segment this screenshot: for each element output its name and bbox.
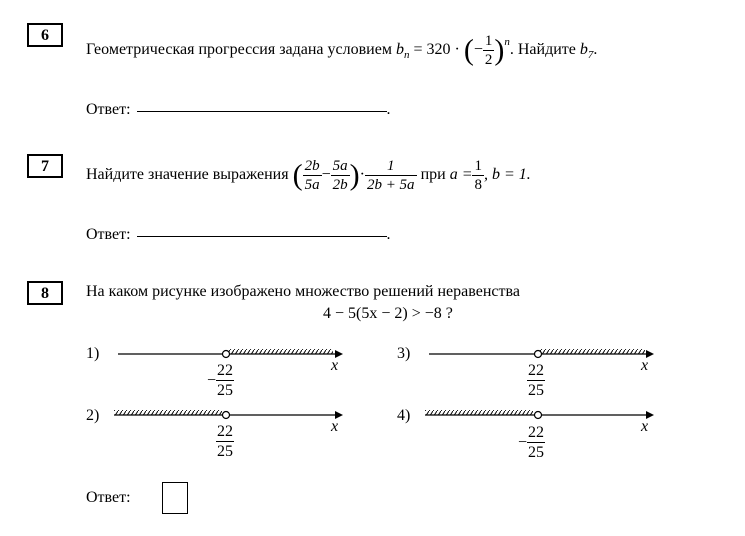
task-8-number: 8	[27, 281, 63, 305]
option-4-axis-label: x	[641, 418, 649, 435]
task-8-answer-label: Ответ:	[86, 489, 131, 506]
task-6-lhs: b	[395, 41, 404, 59]
option-4-point-label	[518, 424, 545, 461]
right-paren: )	[349, 158, 360, 192]
option-3-num: 22	[528, 362, 544, 379]
task-6-sign: −	[473, 41, 483, 59]
option-1-sign: −	[207, 372, 217, 389]
task-7-a-frac	[472, 158, 484, 193]
task-6-answer-dot: .	[386, 101, 391, 118]
task-6-fraction	[483, 33, 495, 68]
option-3-axis-label: x	[641, 357, 649, 374]
task-7-number: 7	[27, 154, 63, 178]
task-7-answer-label: Ответ:	[86, 226, 131, 243]
option-4-num: 22	[528, 424, 545, 441]
option-4-label[interactable]: 4)	[397, 407, 411, 424]
task-7-statement	[86, 158, 531, 193]
option-2-axis-label: x	[331, 418, 339, 435]
option-1-den: 25	[217, 382, 234, 399]
left-paren: (	[463, 33, 474, 67]
task-7-answer	[86, 226, 391, 244]
task-7-frac3-num: 1	[365, 158, 417, 176]
task-6-target-sub: 7	[587, 49, 594, 62]
option-4-sign: −	[518, 434, 528, 451]
task-6-text: Геометрическая прогрессия задана условием	[86, 41, 392, 59]
task-7-minus: −	[321, 166, 331, 184]
task-7-text: Найдите значение выражения	[86, 166, 289, 184]
task-7-frac3-den: 2b + 5a	[366, 177, 415, 193]
task-8-inequality: 4 − 5(5x − 2) > −8 ?	[323, 305, 453, 322]
task-7-frac1	[303, 158, 322, 193]
option-2-point-label	[216, 423, 234, 460]
option-2-den: 25	[217, 443, 233, 460]
option-3-point-label	[527, 362, 545, 399]
task-6-answer	[86, 101, 391, 119]
task-8-answer-box[interactable]	[162, 482, 188, 514]
option-1-axis-label: x	[331, 357, 339, 374]
task-7-frac3	[365, 158, 417, 193]
left-paren: (	[292, 158, 303, 192]
task-6-period: .	[593, 41, 598, 59]
task-7-b-eq: , b = 1.	[483, 166, 531, 184]
task-7-answer-field[interactable]	[137, 235, 387, 237]
task-6-frac-den: 2	[484, 52, 493, 68]
task-6-target: b	[579, 41, 588, 59]
option-1-num: 22	[217, 362, 234, 379]
task-7-frac1-den: 5a	[304, 177, 320, 193]
task-6-answer-field[interactable]	[137, 110, 387, 112]
task-6-power: n	[504, 36, 510, 49]
task-8-question: На каком рисунке изображено множество решений неравенства	[86, 283, 520, 300]
right-paren: )	[494, 33, 505, 67]
task-7-frac1-num: 2b	[304, 158, 320, 174]
option-1-label[interactable]: 1)	[86, 345, 100, 362]
option-4-number-line[interactable]	[421, 405, 661, 425]
task-6-text-after: . Найдите	[509, 41, 576, 59]
option-2-number-line[interactable]	[110, 405, 350, 425]
option-1-point-label	[207, 362, 234, 399]
task-7-a-eq: a =	[449, 166, 473, 184]
task-6-frac-num: 1	[484, 33, 493, 49]
option-3-label[interactable]: 3)	[397, 345, 411, 362]
task-6-number: 6	[27, 23, 63, 47]
task-7-answer-dot: .	[386, 226, 391, 243]
task-7-a-den: 8	[474, 177, 482, 193]
task-7-pri: при	[420, 166, 446, 184]
task-7-frac2-num: 5a	[332, 158, 348, 174]
task-7-frac2	[331, 158, 350, 193]
option-2-label[interactable]: 2)	[86, 407, 100, 424]
task-6-lhs-sub: n	[403, 49, 410, 62]
option-2-num: 22	[217, 423, 233, 440]
task-7-frac2-den: 2b	[332, 177, 348, 193]
option-3-den: 25	[528, 382, 544, 399]
task-7-dot: ·	[359, 166, 365, 184]
task-7-a-num: 1	[474, 158, 482, 174]
option-3-number-line[interactable]	[421, 344, 661, 364]
task-6-eq: = 320 ·	[413, 41, 460, 59]
task-6-answer-label: Ответ:	[86, 101, 131, 118]
task-6-statement	[86, 33, 597, 68]
option-1-number-line[interactable]	[110, 344, 350, 364]
option-4-den: 25	[528, 444, 545, 461]
